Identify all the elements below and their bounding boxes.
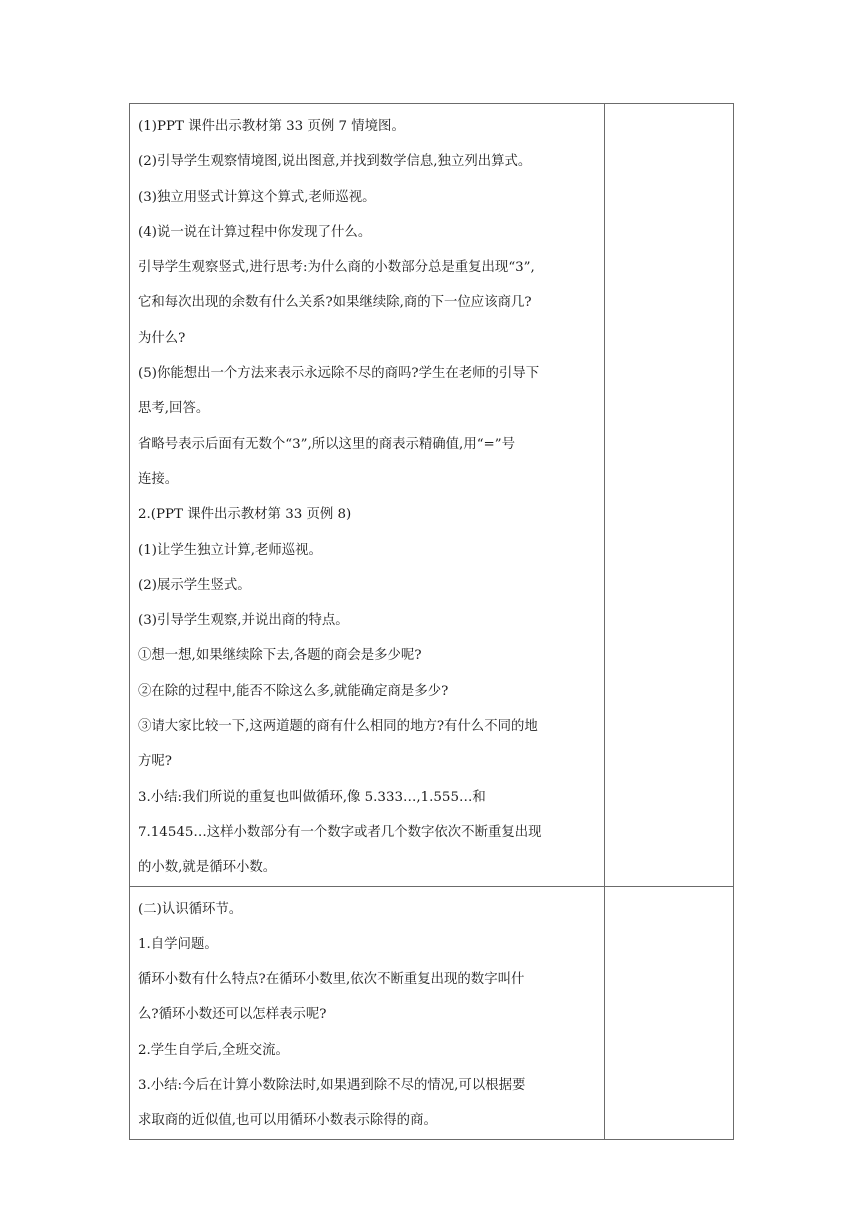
text-line: (3)独立用竖式计算这个算式,老师巡视。 [138,189,376,205]
text-line: ③请大家比较一下,这两道题的商有什么相同的地方?有什么不同的地 [138,719,538,735]
text-line: 3.小结:我们所说的重复也叫做循环,像 5.333…,1.555…和 [138,789,486,805]
text-line: 连接。 [138,471,179,487]
text-line: 方呢? [138,754,172,770]
text-line: (3)引导学生观察,并说出商的特点。 [138,613,349,629]
text-line: (5)你能想出一个方法来表示永远除不尽的商吗?学生在老师的引导下 [138,366,540,382]
lesson-plan-table [129,103,734,1140]
table-row [130,104,734,887]
notes-cell [605,886,734,1139]
text-line: (4)说一说在计算过程中你发现了什么。 [138,224,372,240]
text-line: 为什么? [138,330,186,346]
text-line: 求取商的近似值,也可以用循环小数表示除得的商。 [138,1113,437,1129]
text-line: 1.自学问题。 [138,936,218,952]
text-line: ①想一想,如果继续除下去,各题的商会是多少呢? [138,648,422,664]
text-line: (二)认识循环节。 [138,901,243,917]
main-content-cell [130,886,605,1139]
text-line: 2.学生自学后,全班交流。 [138,1042,289,1058]
table-row [130,886,734,1139]
text-line: 它和每次出现的余数有什么关系?如果继续除,商的下一位应该商几? [138,295,532,311]
text-line: 循环小数有什么特点?在循环小数里,依次不断重复出现的数字叫什 [138,972,525,988]
notes-cell [605,104,734,887]
text-line: (2)展示学生竖式。 [138,577,251,593]
text-line: 7.14545…这样小数部分有一个数字或者几个数字依次不断重复出现 [138,824,542,840]
main-content-cell [130,104,605,887]
text-line: 思考,回答。 [138,401,210,417]
text-line: 3.小结:今后在计算小数除法时,如果遇到除不尽的情况,可以根据要 [138,1078,526,1094]
text-line: (1)让学生独立计算,老师巡视。 [138,542,322,558]
text-line: 2.(PPT 课件出示教材第 33 页例 8) [138,507,352,523]
text-line: ②在除的过程中,能否不除这么多,就能确定商是多少? [138,683,449,699]
text-line: 引导学生观察竖式,进行思考:为什么商的小数部分总是重复出现“3”, [138,260,535,276]
text-line: (2)引导学生观察情境图,说出图意,并找到数学信息,独立列出算式。 [138,154,532,170]
text-line: 的小数,就是循环小数。 [138,860,277,876]
text-line: 么?循环小数还可以怎样表示呢? [138,1007,327,1023]
text-line: (1)PPT 课件出示教材第 33 页例 7 情境图。 [138,119,405,134]
text-line: 省略号表示后面有无数个“3”,所以这里的商表示精确值,用“=”号 [138,436,516,452]
